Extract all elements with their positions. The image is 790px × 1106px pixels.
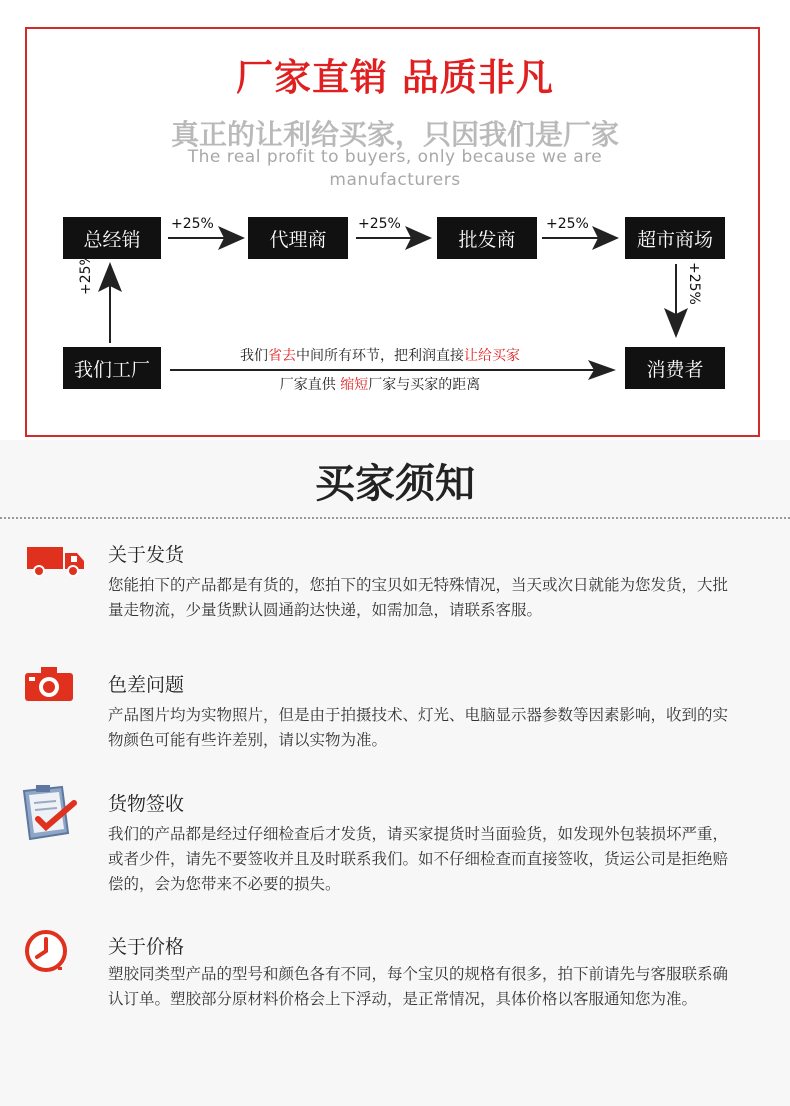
arrow-factory-distributor xyxy=(98,262,122,343)
banner-subtitle-en: The real profit to buyers, only because we are manufacturers xyxy=(187,147,603,190)
item-body-shipping: 您能拍下的产品都是有货的，您拍下的宝贝如无特殊情况，当天或次日就能为您发货，大批量走物流，少量货默认圆通韵达快递，如需加急，请联系客服。 xyxy=(108,576,729,619)
box-wholesaler: 批发商 xyxy=(437,217,537,259)
box-consumer: 消费者 xyxy=(625,347,725,389)
clock-icon xyxy=(22,927,72,975)
markup-label-3: +25% xyxy=(546,216,589,232)
camera-icon xyxy=(25,667,73,701)
note1-text-b: 中间所有环节，把利润直接 xyxy=(296,348,464,364)
item-title-signing: 货物签收 xyxy=(108,793,185,815)
arrow-supermarket-consumer xyxy=(664,264,688,338)
note1-highlight-b: 让给买家 xyxy=(464,348,520,364)
banner-subtitle-cn: 真正的让利给买家，只因我们是厂家 xyxy=(170,118,619,151)
notice-heading: 买家须知 xyxy=(315,461,475,507)
note1-highlight-a: 省去 xyxy=(268,348,296,364)
truck-icon xyxy=(27,545,85,577)
banner-title: 厂家直销 品质非凡 xyxy=(236,56,554,99)
item-title-shipping: 关于发货 xyxy=(108,544,185,566)
clipboard-check-icon xyxy=(20,785,80,841)
item-body-signing: 我们的产品都是经过仔细检查后才发货，请买家提货时当面验货，如发现外包装损坏严重，或者少件，请先不要签收并且及时联系我们。如不仔细检查而直接签收，货运公司是拒绝赔偿的，会为您带来不必要的损失。 xyxy=(108,825,729,893)
box-distributor: 总经销 xyxy=(63,217,161,259)
note2-text-b: 厂家与买家的距离 xyxy=(368,377,481,393)
flow-note-2 xyxy=(170,374,590,394)
dotted-divider xyxy=(0,517,790,519)
item-title-price: 关于价格 xyxy=(108,936,185,958)
markup-label-4: +25% xyxy=(78,252,94,295)
flow-note-1 xyxy=(170,345,590,365)
box-supermarket: 超市商场 xyxy=(625,217,725,259)
box-factory: 我们工厂 xyxy=(63,347,161,389)
note2-highlight: 缩短 xyxy=(340,377,369,393)
note1-text-a: 我们 xyxy=(240,348,268,364)
note2-text-a: 厂家直供 xyxy=(279,377,341,393)
item-body-price: 塑胶同类型产品的型号和颜色各有不同，每个宝贝的规格有很多，拍下前请先与客服联系确认订单。塑胶部分原材料价格会上下浮动，是正常情况，具体价格以客服通知您为准。 xyxy=(108,965,729,1008)
markup-label-5: +25% xyxy=(686,262,702,305)
box-agent: 代理商 xyxy=(248,217,348,259)
item-title-color: 色差问题 xyxy=(108,674,185,696)
markup-label-2: +25% xyxy=(358,216,401,232)
markup-label-1: +25% xyxy=(171,216,214,232)
item-body-color: 产品图片均为实物照片，但是由于拍摄技术、灯光、电脑显示器参数等因素影响，收到的实物颜色可能有些许差别，请以实物为准。 xyxy=(108,706,729,749)
